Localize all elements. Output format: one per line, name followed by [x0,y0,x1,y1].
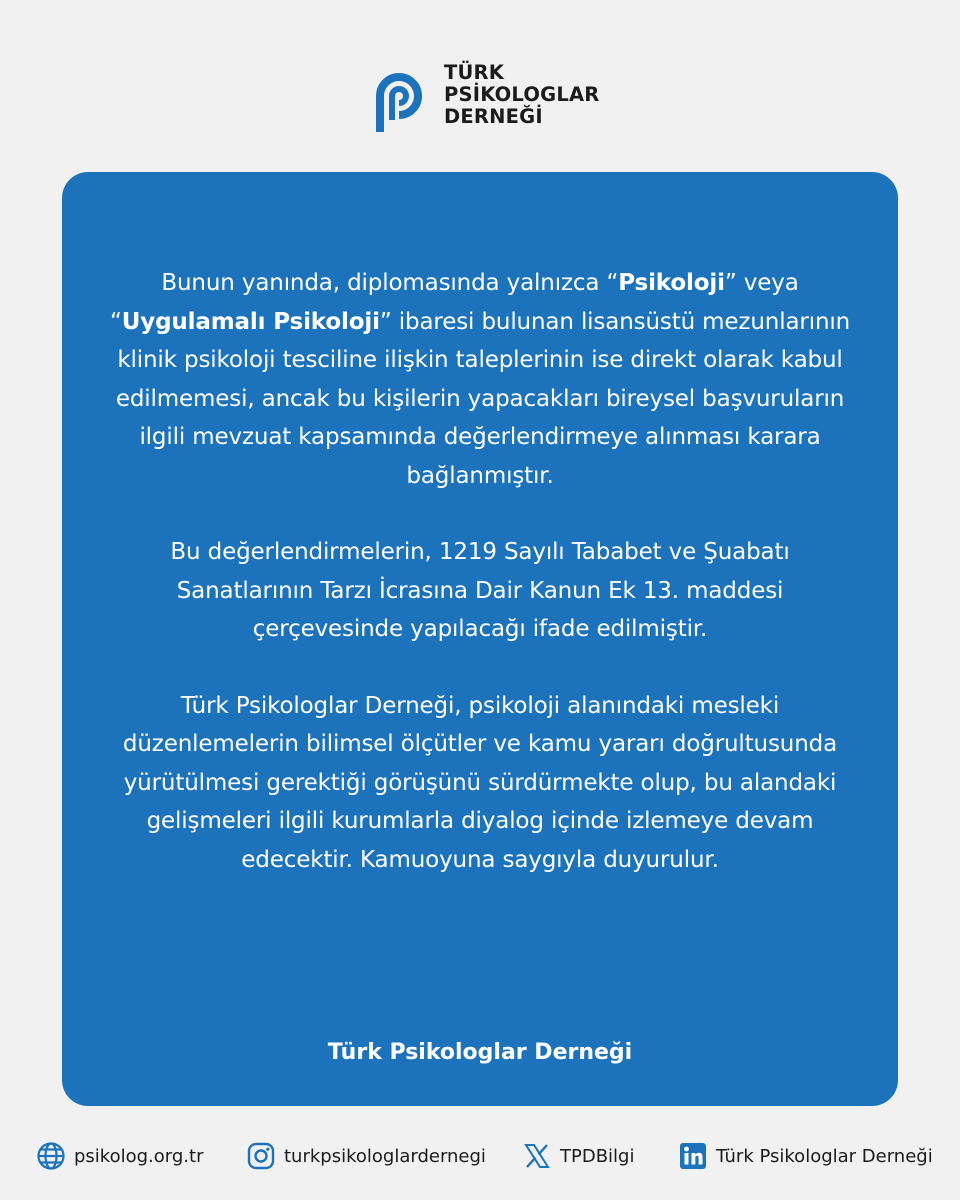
signature: Türk Psikologlar Derneği [327,1040,633,1065]
x-text: TPDBilgi [560,1145,635,1167]
linkedin-icon [678,1141,708,1171]
brand-name [444,62,599,128]
paragraph-1-part-1: Bunun yanında, diplomasında yalnızca “ [161,270,619,296]
paragraph-1-part-3: ” ibaresi bulunan lisansüstü mezunlarının klinik psikoloji tesciline ilişkin taleplerinin ise direkt olarak kabul edilmemesi, ancak bu kişilerin yapacakları bireysel başvuruların ilgili mevzuat kapsamında değerlendirmeye alınması karara bağlanmıştır. [115,308,851,489]
announcement-text [102,264,858,879]
footer [0,1134,960,1178]
website-link[interactable] [36,1138,203,1174]
announcement-card [62,172,898,1106]
linkedin-link[interactable] [678,1138,933,1174]
x-link[interactable] [522,1138,635,1174]
instagram-link[interactable] [246,1138,486,1174]
instagram-icon [246,1141,276,1171]
brand-line-3: DERNEĞİ [444,105,543,128]
instagram-text: turkpsikologlardernegi [284,1145,486,1167]
globe-icon [36,1141,66,1171]
tpd-logo-icon [368,62,430,134]
paragraph-1 [102,264,858,495]
paragraph-2: Bu değerlendirmelerin, 1219 Sayılı Tababet ve Şuabatı Sanatlarının Tarzı İcrasına Dair Kanun Ek 13. maddesi çerçevesinde yapılacağı ifade edilmiştir. [170,539,790,642]
highlight-psikoloji: Psikoloji [618,270,725,296]
website-text: psikolog.org.tr [74,1145,204,1167]
paragraph-1-part-2: ” veya “ [109,270,799,335]
brand-line-2: PSİKOLOGLAR [444,83,600,106]
paragraph-3: Türk Psikologlar Derneği, psikoloji alanındaki mesleki düzenlemelerin bilimsel ölçütler ve kamu yararı doğrultusunda yürütülmesi gerektiği görüşünü sürdürmekte olup, bu alandaki gelişmeleri ilgili kurumlarla diyalog içinde izlemeye devam edecektir. Kamuoyuna saygıyla duyurulur. [122,692,838,873]
header [0,58,960,138]
brand-line-1: TÜRK [444,61,505,84]
highlight-uygulamali-psikoloji: Uygulamalı Psikoloji [121,308,380,335]
linkedin-text: Türk Psikologlar Derneği [716,1145,933,1167]
x-icon [522,1141,552,1171]
